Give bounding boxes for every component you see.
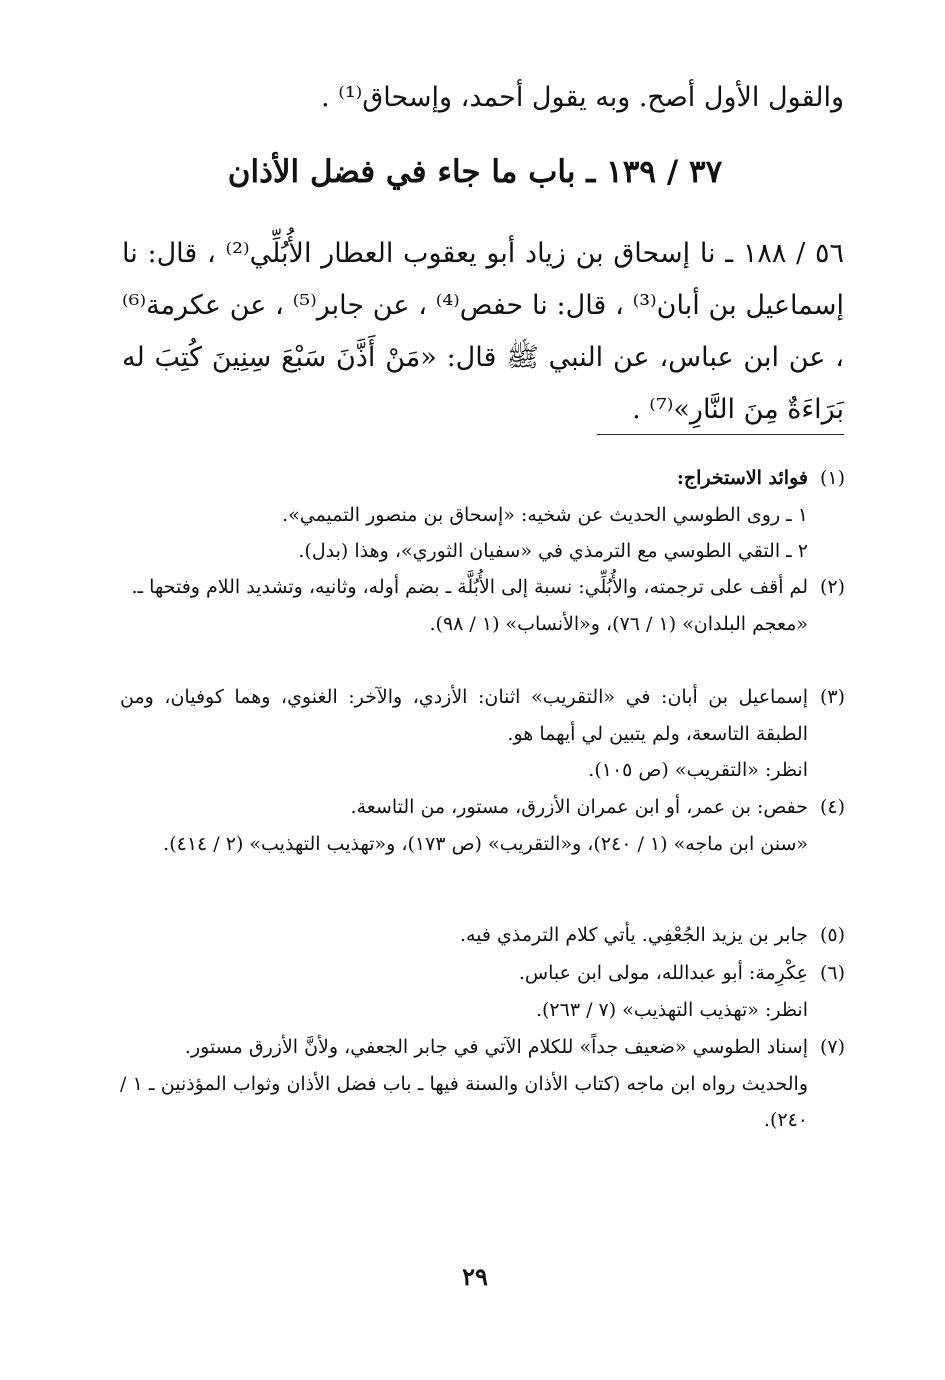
page-number: ٢٩ — [462, 1262, 488, 1291]
footnote-line: انظر: «التقريب» (ص ١٠٥). — [588, 759, 808, 781]
footnote-5 — [120, 917, 845, 955]
footnote-2 — [120, 569, 845, 679]
footnote-line: «معجم البلدان» (١ / ٧٦)، و«الأنساب» (١ / ٩٨). — [429, 612, 808, 635]
footnote-number: (٧) — [819, 1036, 845, 1058]
footnote-4 — [120, 789, 845, 917]
footnote-line: «سنن ابن ماجه» (١ / ٢٤٠)، و«التقريب» (ص ١٧٣)، و«تهذيب التهذيب» (٢ / ٤١٤). — [163, 832, 808, 855]
chapter-heading: ٣٧ / ١٣٩ ـ باب ما جاء في فضل الأذان — [227, 154, 723, 190]
footnote-3 — [120, 679, 845, 789]
footnote-number: (٢) — [819, 576, 845, 598]
footnote-number: (١) — [819, 467, 845, 489]
footnote-7 — [120, 1029, 845, 1139]
footnote-line: لم أقف على ترجمته، والأُبُلِّي: نسبة إلى الأُبُلَّة ـ بضم أوله، وثانيه، وتشديد اللام وفتحها ـ. — [131, 576, 808, 598]
footnote-1 — [120, 460, 845, 569]
footnote-line: حفص: بن عمر، أو ابن عمران الأزرق، مستور، من التاسعة. — [350, 796, 808, 818]
footnote-6 — [120, 955, 845, 1029]
footnote-line: انظر: «تهذيب التهذيب» (٧ / ٢٦٣). — [535, 998, 808, 1021]
footnote-line: جابر بن يزيد الجُعْفِي. يأتي كلام الترمذي فيه. — [459, 924, 808, 946]
footnote-number: (٥) — [819, 924, 845, 946]
hadith-paragraph: ٥٦ / ١٨٨ ـ نا إسحاق بن زياد أبو يعقوب العطار الأُبُلِّي⁽²⁾ ، قال: نا إسماعيل بن أبان⁽³⁾ ، قال: نا حفص⁽⁴⁾ ، عن جابر⁽⁵⁾ ، عن عكرمة⁽⁶⁾ ، عن ابن عباس، عن النبي ﷺ قال: «مَنْ أَذَّنَ سَبْعَ سِنِينَ كُتِبَ له بَرَاءَةٌ مِنَ النَّارِ»⁽⁷⁾ . — [122, 238, 845, 425]
footnote-line: فوائد الاستخراج: — [676, 467, 808, 489]
footnote-line: والحديث رواه ابن ماجه (كتاب الأذان والسنة فيها ـ باب فضل الأذان وثواب المؤذنين ـ ١ / ٢٤٠). — [120, 1072, 808, 1131]
footnotes — [120, 460, 845, 1139]
intro-paragraph: والقول الأول أصح. وبه يقول أحمد، وإسحاق⁽¹⁾ . — [321, 82, 844, 113]
footnote-line: ١ ـ روى الطوسي الحديث عن شخيه: «إسحاق بن منصور التميمي». — [282, 503, 808, 526]
footnote-line: إسماعيل بن أبان: في «التقريب» اثنان: الأزدي، والآخر: الغنوي، وهما كوفيان، ومن الطبقة التاسعة، ولم يتبين لي أيهما هو. — [120, 686, 809, 745]
footnote-number: (٦) — [819, 962, 845, 984]
footnote-line: عِكْرِمة: أبو عبدالله، مولى ابن عباس. — [518, 962, 808, 984]
footnote-line: ٢ ـ التقي الطوسي مع الترمذي في «سفيان الثوري»، وهذا (بدل). — [298, 540, 808, 562]
footnote-number: (٤) — [819, 796, 845, 818]
footnote-line: إسناد الطوسي «ضعيف جداً» للكلام الآتي في جابر الجعفي، ولأنَّ الأزرق مستور. — [184, 1036, 808, 1058]
footnote-divider — [597, 434, 844, 435]
footnote-number: (٣) — [819, 686, 845, 708]
